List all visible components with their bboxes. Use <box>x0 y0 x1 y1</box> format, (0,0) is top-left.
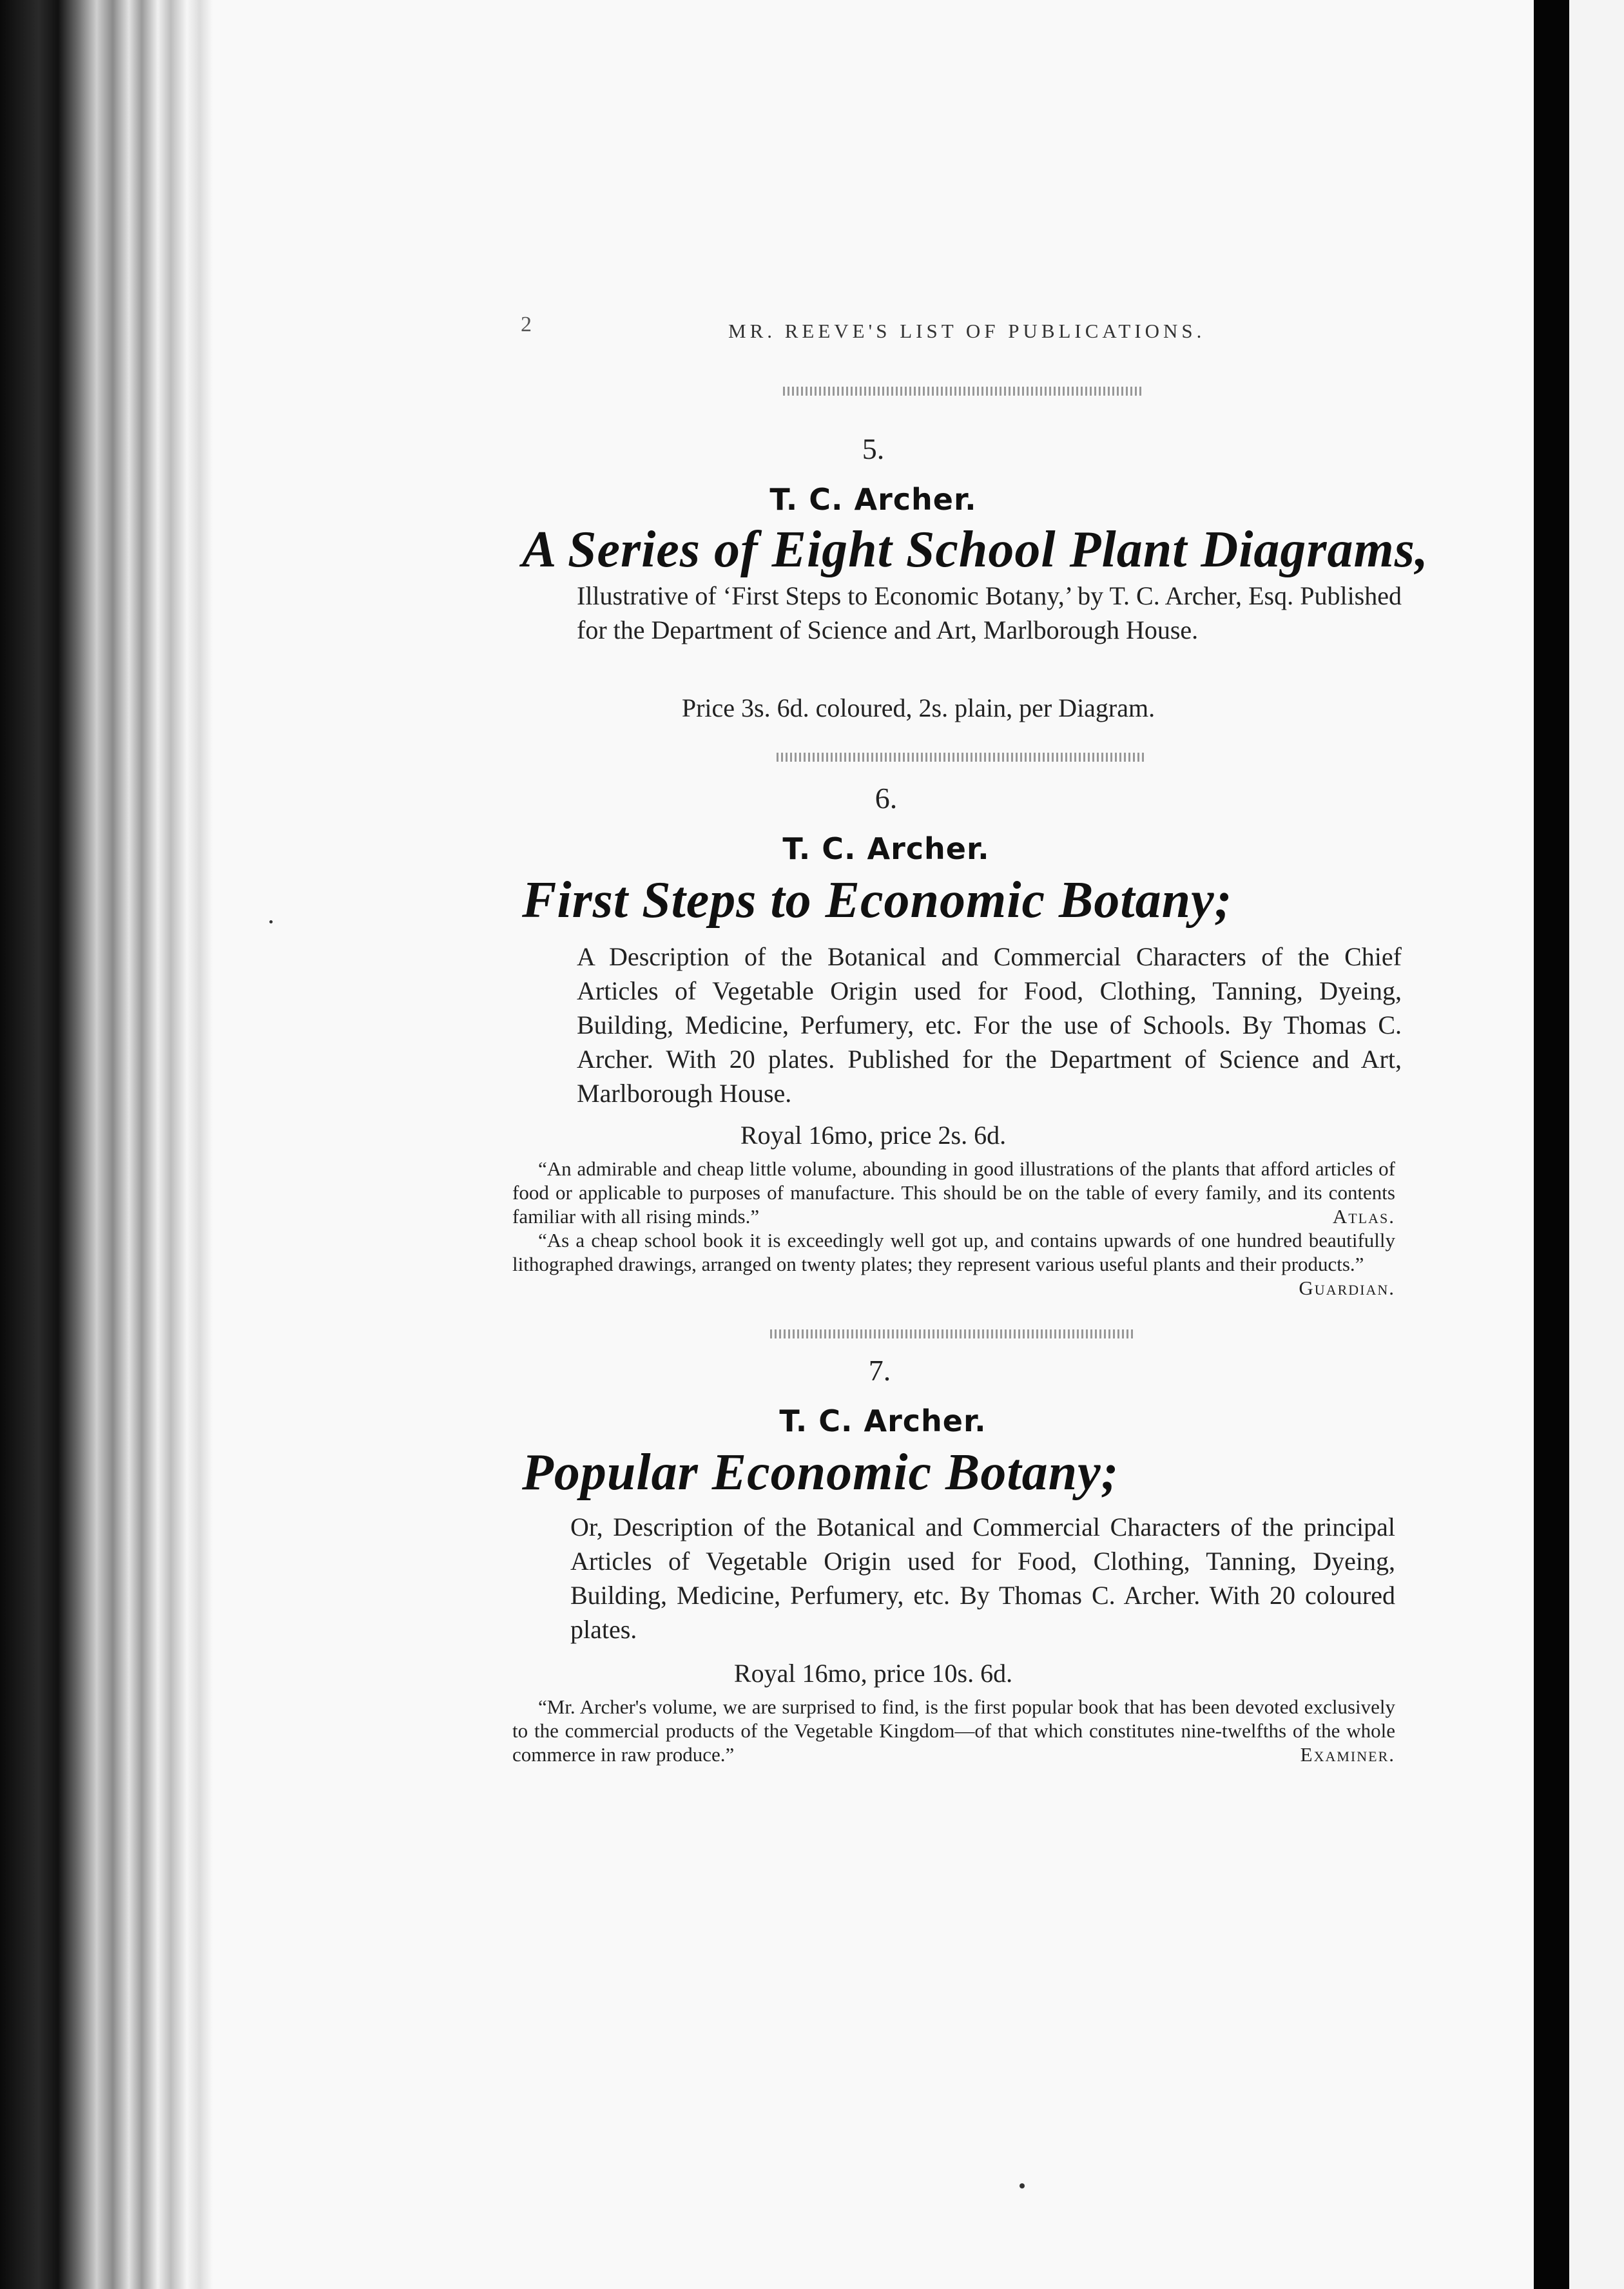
speck <box>1020 2183 1025 2188</box>
description-text: Or, Description of the Botanical and Commercial Characters of the principal Articles of Vegetable Origin used for Food, Clothing, Tanning, Dyeing, Building, Medicine, Perfumery, etc. By Thomas C. Archer. With 20 coloured plates. <box>570 1512 1395 1644</box>
book-binding-edge <box>0 0 213 2289</box>
entry-number: 6. <box>875 782 898 815</box>
entry-description <box>570 1510 1395 1647</box>
right-page-gap <box>1534 0 1569 2289</box>
entry-author: T. C. Archer. <box>769 482 977 517</box>
ornamental-rule <box>777 753 1144 762</box>
speck <box>269 920 273 923</box>
review-quote: “As a cheap school book it is exceedingly well got up, and contains upwards of one hundred beautifully lithographed drawings, arranged on twenty plates; they represent various useful plants and their products.” Guardian. <box>512 1229 1395 1299</box>
description-text: Illustrative of ‘First Steps to Economic Botany,’ by T. C. Archer, Esq. Published for the Department of Science and Art, Marlborough House. <box>577 581 1402 644</box>
review-block <box>512 1695 1395 1766</box>
entry-price: Price 3s. 6d. coloured, 2s. plain, per Diagram. <box>681 693 1155 722</box>
description-text: A Description of the Botanical and Commercial Characters of the Chief Articles of Vegetable Origin used for Food, Clothing, Tanning, Dyeing, Building, Medicine, Perfumery, etc. For the use of Schools. By Thomas C. Archer. With 20 plates. Published for the Department of Science and Art, Marlborough House. <box>577 942 1402 1108</box>
entry-title: A Series of Eight School Plant Diagrams, <box>522 521 1429 578</box>
entry-author: T. C. Archer. <box>782 831 990 866</box>
entry-title: Popular Economic Botany; <box>522 1444 1119 1501</box>
entry-price: Royal 16mo, price 10s. 6d. <box>733 1659 1013 1688</box>
entry-author: T. C. Archer. <box>779 1404 987 1438</box>
next-page-edge <box>1569 0 1624 2289</box>
review-source: Atlas. <box>1332 1205 1395 1228</box>
entry-title: First Steps to Economic Botany; <box>522 872 1233 929</box>
entry-description <box>577 579 1402 647</box>
page-number: 2 <box>521 313 532 336</box>
entry-description <box>577 940 1402 1110</box>
review-quote: “Mr. Archer's volume, we are surprised to find, is the first popular book that has been devoted exclusively to the commercial products of the Vegetable Kingdom—of that which constitutes nine-twelfths of the whole commerce in raw produce.” Examiner. <box>512 1695 1395 1766</box>
entry-price: Royal 16mo, price 2s. 6d. <box>740 1121 1007 1150</box>
review-source: Examiner. <box>1300 1743 1395 1766</box>
review-source: Guardian. <box>1299 1277 1395 1299</box>
ornamental-rule <box>770 1329 1134 1338</box>
running-head: MR. REEVE'S LIST OF PUBLICATIONS. <box>728 320 1206 342</box>
entry-number: 7. <box>868 1354 891 1387</box>
review-quote: “An admirable and cheap little volume, abounding in good illustrations of the plants that afford articles of food or applicable to purposes of manufacture. This should be on the table of every family, and its contents familiar with all rising minds.” Atlas. <box>512 1157 1395 1228</box>
entry-number: 5. <box>862 432 885 465</box>
ornamental-rule <box>783 387 1144 396</box>
review-block <box>512 1157 1395 1300</box>
